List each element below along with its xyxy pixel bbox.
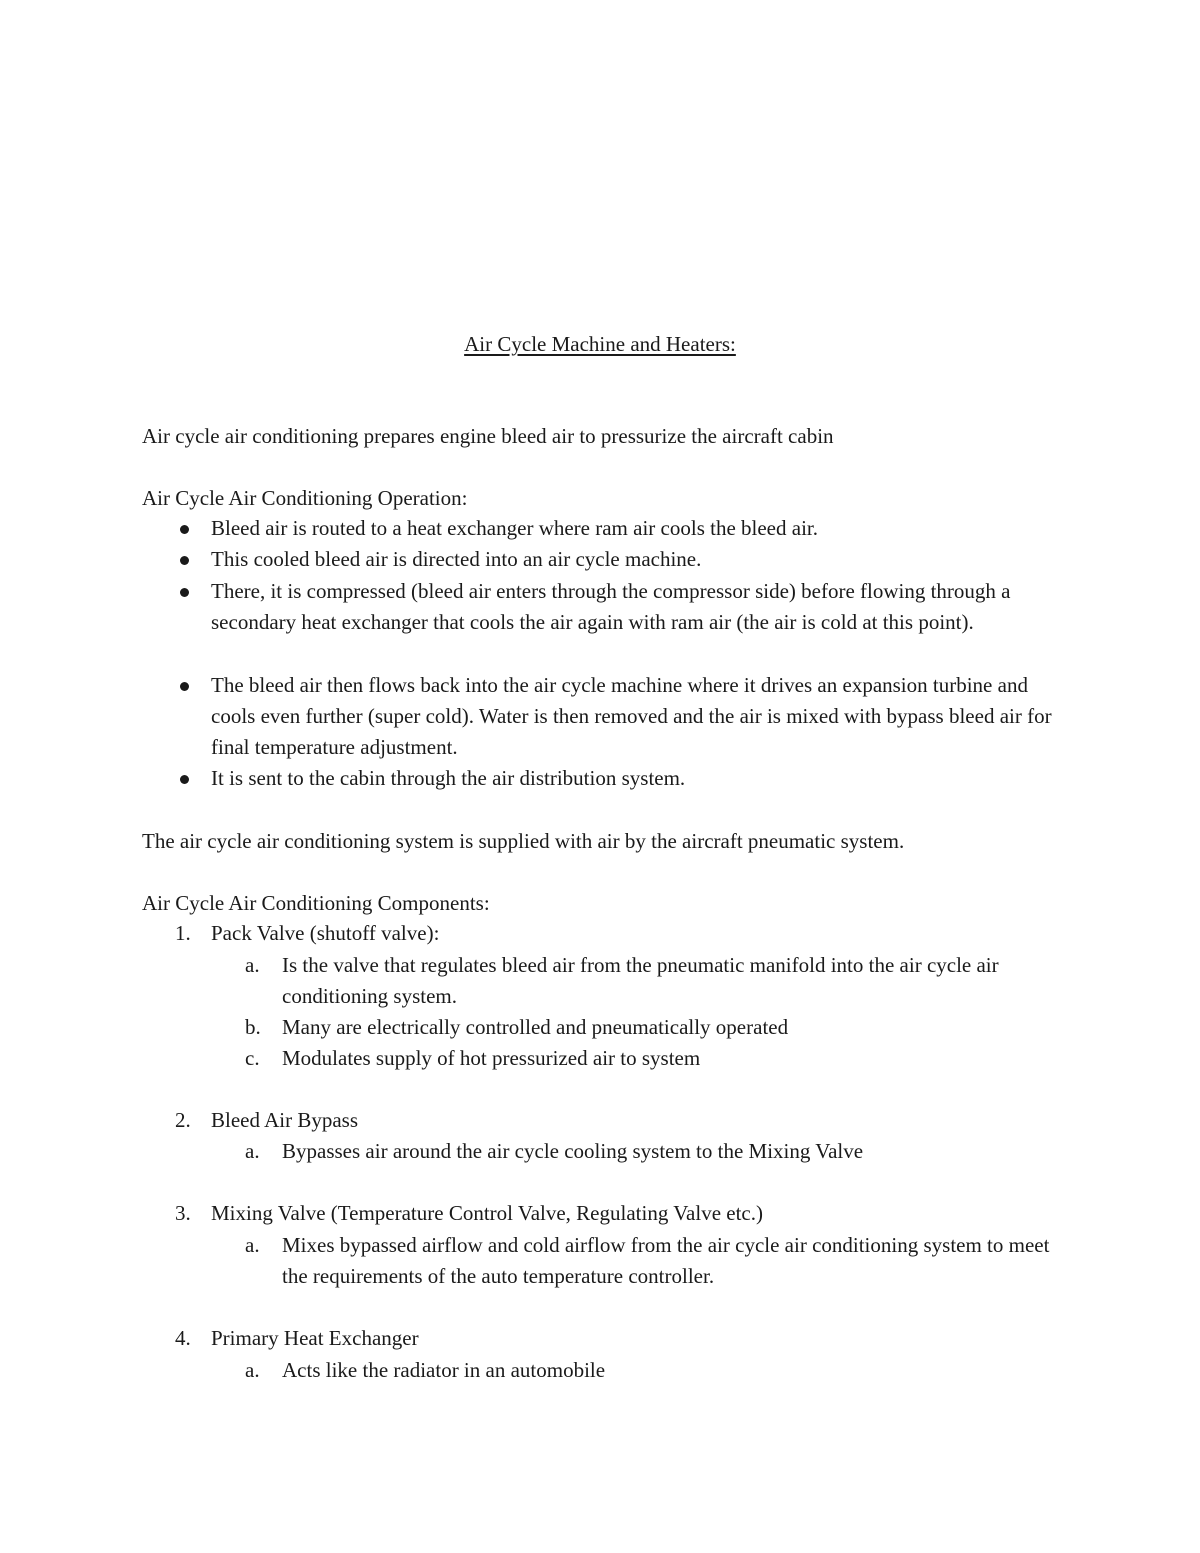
sub-item-text: Modulates supply of hot pressurized air to system bbox=[282, 1046, 701, 1070]
item-label: Bleed Air Bypass bbox=[211, 1108, 358, 1132]
intro-paragraph: Air cycle air conditioning prepares engine bleed air to pressurize the aircraft cabin bbox=[142, 424, 834, 448]
bullet-text: There, it is compressed (bleed air enters through the compressor side) before flowing through a secondary heat exchanger that cools the air again with ram air (the air is cold at this point). bbox=[211, 579, 1011, 634]
item-number: 2. bbox=[175, 1108, 191, 1132]
sub-item-marker: a. bbox=[245, 1139, 260, 1163]
numbered-item bbox=[142, 1323, 1102, 1354]
bullet-text: Bleed air is routed to a heat exchanger where ram air cools the bleed air. bbox=[211, 516, 818, 540]
page-title: Air Cycle Machine and Heaters: bbox=[464, 332, 736, 356]
bullet-icon bbox=[180, 556, 189, 565]
sub-item-marker: a. bbox=[245, 1358, 260, 1382]
numbered-item bbox=[142, 1198, 1102, 1229]
numbered-item bbox=[142, 1105, 1102, 1136]
numbered-item bbox=[142, 918, 1102, 949]
item-number: 4. bbox=[175, 1326, 191, 1350]
item-label: Mixing Valve (Temperature Control Valve, Regulating Valve etc.) bbox=[211, 1201, 763, 1225]
item-label: Pack Valve (shutoff valve): bbox=[211, 921, 440, 945]
bullet-icon bbox=[180, 775, 189, 784]
sub-item-text: Many are electrically controlled and pneumatically operated bbox=[282, 1015, 789, 1039]
sub-item-text: Bypasses air around the air cycle cooling system to the Mixing Valve bbox=[282, 1139, 864, 1163]
operation-heading: Air Cycle Air Conditioning Operation: bbox=[142, 486, 468, 510]
bullet-text: The bleed air then flows back into the air cycle machine where it drives an expansion turbine and cools even further (super cold). Water is then removed and the air is mixed with bypass bleed air for final temperature adjustment. bbox=[211, 673, 1052, 759]
sub-item-text: Acts like the radiator in an automobile bbox=[282, 1358, 606, 1382]
bullet-icon bbox=[180, 588, 189, 597]
supply-note: The air cycle air conditioning system is supplied with air by the aircraft pneumatic system. bbox=[142, 829, 905, 853]
item-label: Primary Heat Exchanger bbox=[211, 1326, 419, 1350]
item-number: 3. bbox=[175, 1201, 191, 1225]
sub-item-marker: a. bbox=[245, 1233, 260, 1257]
sub-item-marker: c. bbox=[245, 1046, 260, 1070]
sub-item-marker: b. bbox=[245, 1015, 261, 1039]
bullet-icon bbox=[180, 525, 189, 534]
sub-item-text: Is the valve that regulates bleed air from the pneumatic manifold into the air cycle air conditioning system. bbox=[282, 953, 999, 1008]
bullet-icon bbox=[180, 682, 189, 691]
sub-item-text: Mixes bypassed airflow and cold airflow from the air cycle air conditioning system to meet the requirements of the auto temperature controller. bbox=[282, 1233, 1050, 1288]
item-number: 1. bbox=[175, 921, 191, 945]
components-heading: Air Cycle Air Conditioning Components: bbox=[142, 891, 490, 915]
bullet-text: This cooled bleed air is directed into an air cycle machine. bbox=[211, 547, 702, 571]
sub-item-marker: a. bbox=[245, 953, 260, 977]
bullet-text: It is sent to the cabin through the air distribution system. bbox=[211, 766, 686, 790]
